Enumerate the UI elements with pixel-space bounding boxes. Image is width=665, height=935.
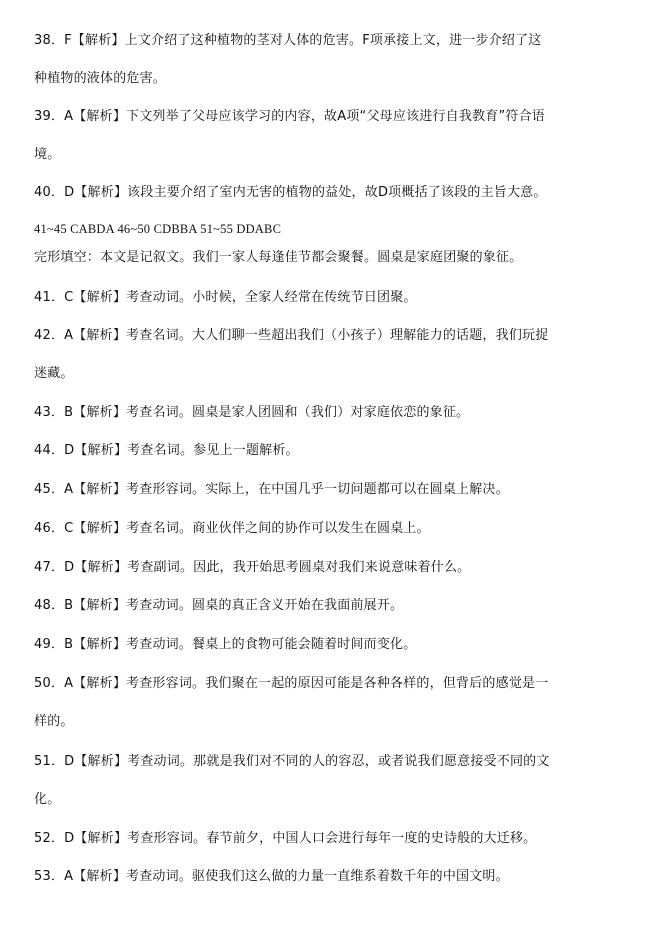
- answer-explanation-52: 52．D【解析】考查形容词。春节前夕，中国人口会进行每年一度的史诗般的大迁移。: [34, 831, 537, 846]
- answer-explanation-38-line2: 种植物的液体的危害。: [34, 71, 167, 86]
- answer-explanation-50-line1: 50．A【解析】考查形容词。我们聚在一起的原因可能是各种各样的，但背后的感觉是一: [34, 676, 549, 691]
- cloze-answer-key: 41~45 CABDA 46~50 CDBBA 51~55 DDABC: [34, 222, 282, 236]
- answer-explanation-47: 47．D【解析】考查副词。因此，我开始思考圆桌对我们来说意味着什么。: [34, 560, 471, 575]
- answer-explanation-50-line2: 样的。: [34, 714, 74, 729]
- cloze-passage-summary: 完形填空：本文是记叙文。我们一家人每逢佳节都会聚餐。圆桌是家庭团聚的象征。: [34, 250, 523, 265]
- answer-explanation-51-line1: 51．D【解析】考查动词。那就是我们对不同的人的容忍，或者说我们愿意接受不同的文: [34, 754, 550, 769]
- answer-explanation-53: 53．A【解析】考查动词。驱使我们这么做的力量一直维系着数千年的中国文明。: [34, 869, 509, 884]
- answer-explanation-39-line2: 境。: [34, 147, 61, 162]
- answer-explanation-40: 40．D【解析】该段主要介绍了室内无害的植物的益处，故D项概括了该段的主旨大意。: [34, 185, 547, 200]
- answer-explanation-44: 44．D【解析】考查名词。参见上一题解析。: [34, 443, 299, 458]
- answer-explanation-48: 48．B【解析】考查动词。圆桌的真正含义开始在我面前展开。: [34, 598, 404, 613]
- answer-explanation-49: 49．B【解析】考查动词。餐桌上的食物可能会随着时间而变化。: [34, 637, 417, 652]
- answer-explanation-42-line2: 迷藏。: [34, 366, 74, 381]
- answer-explanation-39-line1: 39．A【解析】下文列举了父母应该学习的内容，故A项“父母应该进行自我教育”符合语: [34, 109, 545, 124]
- answer-explanation-42-line1: 42．A【解析】考查名词。大人们聊一些超出我们（小孩子）理解能力的话题，我们玩捉: [34, 328, 549, 343]
- answer-explanation-51-line2: 化。: [34, 792, 61, 807]
- answer-explanation-38-line1: 38．F【解析】上文介绍了这种植物的茎对人体的危害。F项承接上文，进一步介绍了这: [34, 33, 542, 48]
- answer-explanation-41: 41．C【解析】考查动词。小时候，全家人经常在传统节日团聚。: [34, 290, 417, 305]
- answer-explanation-45: 45．A【解析】考查形容词。实际上，在中国几乎一切问题都可以在圆桌上解决。: [34, 482, 509, 497]
- answer-explanation-43: 43．B【解析】考查名词。圆桌是家人团圆和（我们）对家庭依恋的象征。: [34, 405, 470, 420]
- answer-explanation-46: 46．C【解析】考查名词。商业伙伴之间的协作可以发生在圆桌上。: [34, 521, 430, 536]
